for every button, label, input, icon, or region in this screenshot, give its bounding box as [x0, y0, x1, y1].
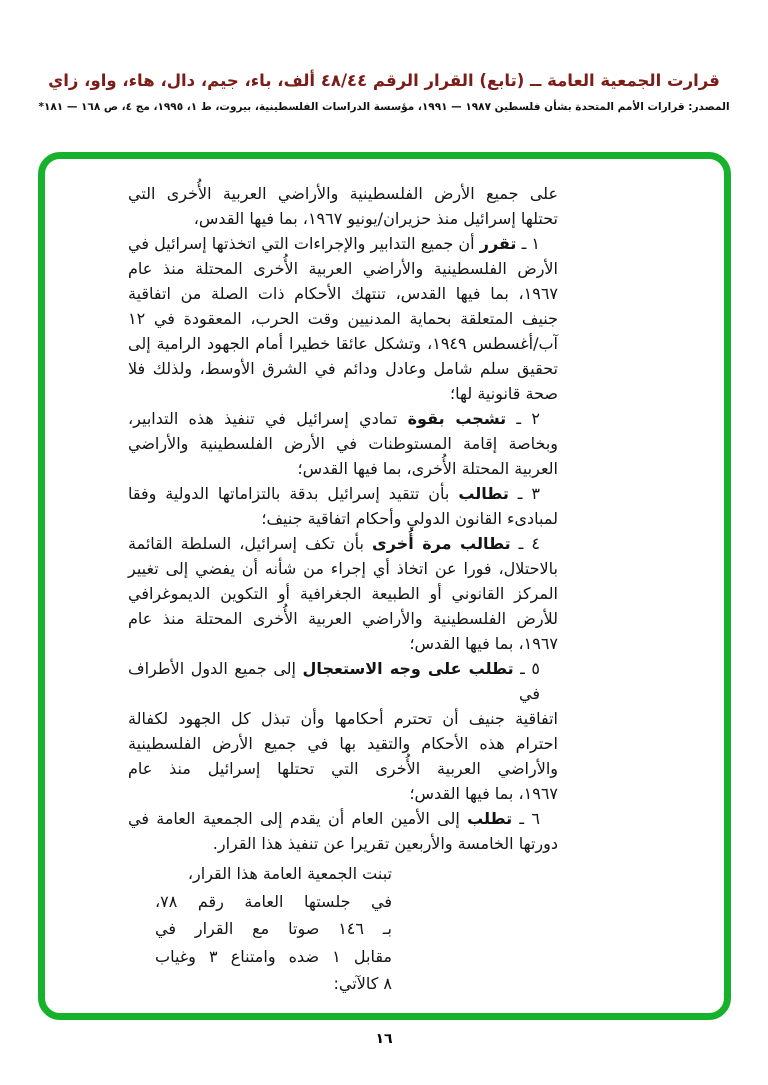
text-line: [128, 831, 558, 856]
text-segment: آب/أغسطس ١٩٤٩، وتشكل عائقا خطيرا أمام الجهود الرامية إلى: [128, 334, 558, 353]
page-title: قرارت الجمعية العامة ــ (تابع) القرار الرقم ٤٨/٤٤ ألف، باء، جيم، دال، هاء، واو، زاي: [48, 71, 720, 90]
text-line: [128, 481, 558, 506]
text-line: [128, 306, 558, 331]
text-line: [128, 206, 558, 231]
text-segment: ١٩٦٧، بما فيها القدس؛: [409, 784, 558, 803]
text-segment: تمادي إسرائيل في تنفيذ هذه التدابير،: [128, 409, 408, 428]
text-segment: أن جميع التدابير والإجراءات التي اتخذتها إسرائيل في: [128, 234, 480, 253]
text-segment: والأراضي العربية الأُخرى التي تحتلها إسرائيل منذ عام: [128, 759, 558, 778]
text-segment: ٣ ـ: [508, 484, 540, 503]
text-line: [128, 356, 558, 381]
text-line: [128, 406, 558, 431]
bold-operative-word: تشجب بقوة: [407, 409, 507, 428]
closing-block: [155, 860, 392, 998]
text-segment: الأرض الفلسطينية والأراضي العربية الأُخرى المحتلة منذ عام: [128, 259, 558, 278]
bold-operative-word: تطلب على وجه الاستعجال: [302, 659, 514, 678]
text-segment: ١ ـ: [516, 234, 541, 253]
closing-line: تبنت الجمعية العامة هذا القرار،: [187, 864, 392, 883]
closing-line: بـ ١٤٦ صوتا مع القرار في: [155, 919, 392, 938]
text-line: [128, 531, 558, 556]
text-segment: اتفاقية جنيف أن تحترم أحكامها وأن تبذل كل الجهود لكفالة: [128, 709, 558, 728]
bold-operative-word: تطلب: [467, 809, 513, 828]
text-line: [128, 606, 558, 631]
source-citation: المصدر: قرارات الأمم المتحدة بشأن فلسطين ⁦١٩٨٧ — ١٩٩١⁩، مؤسسة الدراسات الفلسطينية، بيروت، ط ١، ١٩٩٥، مج ٤، ص ⁦١٦٨ — ١٨١⁩*: [38, 101, 730, 113]
text-line: [128, 256, 558, 281]
text-line: [128, 756, 558, 781]
text-line: [128, 581, 558, 606]
text-segment: ١٩٦٧، بما فيها القدس؛: [409, 634, 558, 653]
text-segment: تحقيق سلم شامل وعادل ودائم في الشرق الأوسط، ولذلك فلا: [128, 359, 558, 378]
text-line: [128, 506, 558, 531]
text-line: [128, 731, 558, 756]
text-segment: ١٩٦٧، بما فيها القدس، تنتهك الأحكام ذات الصلة من اتفاقية: [128, 284, 558, 303]
text-segment: العربية المحتلة الأُخرى، بما فيها القدس؛: [297, 459, 558, 478]
text-segment: إلى جميع الدول الأطراف في: [128, 659, 540, 703]
text-segment: جنيف المتعلقة بحماية المدنيين وقت الحرب، المعقودة في ١٢: [128, 309, 558, 328]
page-number: ١٦: [375, 1031, 393, 1047]
text-segment: بالاحتلال، فورا عن اتخاذ أي إجراء من شأنه أن يفضي إلى تغيير: [128, 559, 558, 578]
text-segment: المركز القانوني أو الطبيعة الجغرافية أو التكوين الديموغرافي: [128, 584, 558, 603]
closing-line: ٨ كالآتي:: [333, 974, 392, 993]
text-segment: دورتها الخامسة والأربعين تقريرا عن تنفيذ هذا القرار.: [212, 834, 558, 853]
text-segment: صحة قانونية لها؛: [450, 384, 558, 403]
bold-operative-word: تطالب: [458, 484, 509, 503]
text-line: [128, 231, 558, 256]
text-line: [128, 631, 558, 656]
text-segment: على جميع الأرض الفلسطينية والأراضي العربية الأُخرى التي: [128, 184, 558, 203]
text-segment: ٦ ـ: [512, 809, 541, 828]
text-segment: إلى الأمين العام أن يقدم إلى الجمعية العامة في: [128, 809, 468, 828]
text-line: [128, 431, 558, 456]
text-line: [128, 281, 558, 306]
bold-operative-word: تقرر: [479, 234, 517, 253]
closing-line: في جلستها العامة رقم ٧٨،: [155, 891, 392, 911]
text-segment: للأرض الفلسطينية والأراضي العربية الأُخرى المحتلة منذ عام: [128, 609, 558, 628]
text-segment: بأن تتقيد إسرائيل بدقة بالتزاماتها الدولية وفقا: [128, 484, 459, 503]
text-line: [128, 781, 558, 806]
text-line: [128, 456, 558, 481]
text-segment: تحتلها إسرائيل منذ حزيران/يونيو ١٩٦٧، بما فيها القدس،: [193, 209, 558, 228]
text-line: [128, 181, 558, 206]
text-line: [128, 806, 558, 831]
text-segment: ٥ ـ: [513, 659, 541, 678]
text-segment: بأن تكف إسرائيل، السلطة القائمة: [128, 534, 373, 553]
body-text: [128, 181, 558, 998]
text-line: [128, 556, 558, 581]
bold-operative-word: تطالب مرة أُخرى: [372, 534, 511, 553]
text-segment: لمبادىء القانون الدولي وأحكام اتفاقية جنيف؛: [261, 509, 558, 528]
text-line: [128, 381, 558, 406]
text-segment: احترام هذه الأحكام والتقيد بها في جميع الأرض الفلسطينية: [128, 734, 558, 753]
text-line: [128, 331, 558, 356]
text-segment: ٤ ـ: [510, 534, 540, 553]
closing-line: مقابل ١ ضده وامتناع ٣ وغياب: [155, 946, 393, 966]
text-line: [128, 706, 558, 731]
text-segment: وبخاصة إقامة المستوطنات في الأرض الفلسطينية والأراضي: [128, 434, 558, 453]
text-segment: ٢ ـ: [506, 409, 541, 428]
text-line: [128, 656, 558, 706]
